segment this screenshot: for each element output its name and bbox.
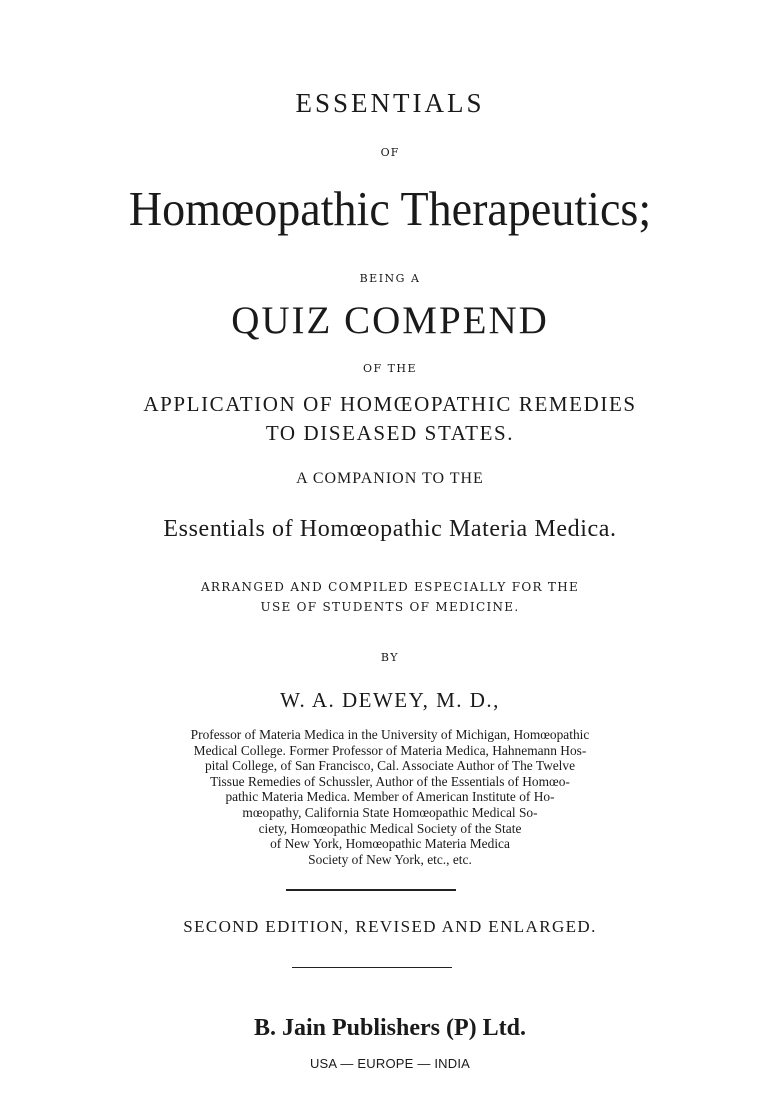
quiz-compend-heading: QUIZ COMPEND — [231, 299, 549, 342]
credential-line: Professor of Materia Medica in the University of Michigan, Homœopathic — [190, 727, 590, 742]
credential-line: ciety, Homœopathic Medical Society of the State — [258, 820, 522, 836]
divider-rule — [292, 967, 452, 968]
of-the-connector: OF THE — [362, 362, 418, 375]
credential-line: pathic Materia Medica. Member of American Institute of Ho- — [225, 789, 555, 805]
credential-line: pital College, of San Francisco, Cal. Associate Author of The Twelve — [204, 758, 576, 774]
publisher-locations: USA — EUROPE — INDIA — [309, 1056, 471, 1071]
of-connector: OF — [380, 146, 400, 159]
divider-rule — [286, 889, 456, 891]
series-heading: ESSENTIALS — [295, 88, 485, 118]
credential-line: Society of New York, etc., etc. — [308, 851, 472, 867]
arranged-line-1: ARRANGED AND COMPILED ESPECIALLY FOR THE — [200, 580, 580, 594]
credential-line: mœopathy, California State Homœopathic Medical So- — [242, 804, 538, 820]
author-name: W. A. DEWEY, M. D., — [280, 688, 500, 712]
author-credentials — [0, 727, 780, 867]
book-title: Homœopathic Therapeutics; — [128, 181, 652, 236]
edition-statement: SECOND EDITION, REVISED AND ENLARGED. — [183, 917, 597, 936]
companion-title: Essentials of Homœopathic Materia Medica. — [163, 516, 617, 542]
subtitle-line-2: TO DISEASED STATES. — [265, 421, 515, 445]
credential-line: Tissue Remedies of Schussler, Author of the Essentials of Homœo- — [210, 773, 570, 789]
arranged-line-2: USE OF STUDENTS OF MEDICINE. — [260, 600, 520, 614]
by-connector: BY — [380, 651, 400, 664]
subtitle-line-1: APPLICATION OF HOMŒOPATHIC REMEDIES — [143, 392, 637, 416]
being-a-connector: BEING A — [359, 272, 421, 285]
publisher-name: B. Jain Publishers (P) Ltd. — [253, 1015, 527, 1041]
companion-line: A COMPANION TO THE — [296, 470, 484, 487]
credential-line: Medical College. Former Professor of Materia Medica, Hahnemann Hos- — [193, 742, 587, 758]
credential-line: of New York, Homœopathic Materia Medica — [270, 836, 510, 852]
